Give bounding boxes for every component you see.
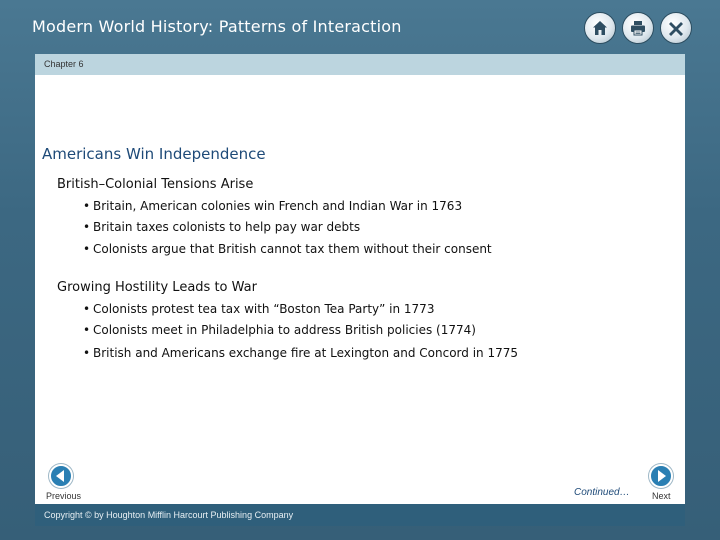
slide-heading: Americans Win Independence	[42, 145, 266, 163]
list-item-text: Britain taxes colonists to help pay war debts	[93, 220, 361, 234]
list-item-text: Colonists meet in Philadelphia to address British policies (1774)	[93, 323, 476, 337]
home-button[interactable]	[584, 12, 616, 44]
list-item: • Britain taxes colonists to help pay war debts	[83, 220, 361, 234]
list-item: • Colonists meet in Philadelphia to address British policies (1774)	[83, 323, 476, 337]
list-item: • Colonists argue that British cannot tax them without their consent	[83, 242, 492, 256]
previous-label[interactable]: Previous	[46, 491, 82, 501]
list-item-text: Colonists protest tea tax with “Boston Tea Party” in 1773	[93, 302, 435, 316]
list-item: • Britain, American colonies win French and Indian War in 1763	[83, 199, 463, 213]
print-icon	[629, 19, 647, 37]
footer-bar	[35, 504, 685, 526]
next-label[interactable]: Next	[652, 491, 671, 501]
close-button[interactable]	[660, 12, 692, 44]
close-icon	[667, 19, 685, 37]
list-item: • Colonists protest tea tax with “Boston Tea Party” in 1773	[83, 302, 435, 316]
section-title: Growing Hostility Leads to War	[57, 280, 257, 295]
copyright-text: Copyright © by Houghton Mifflin Harcourt Publishing Company	[44, 510, 294, 520]
home-icon	[591, 19, 609, 37]
chapter-label: Chapter 6	[44, 59, 84, 69]
section-title: British–Colonial Tensions Arise	[57, 177, 254, 192]
chapter-bar	[35, 54, 685, 75]
previous-button[interactable]	[49, 464, 73, 488]
list-item-text: British and Americans exchange fire at Lexington and Concord in 1775	[93, 346, 518, 360]
list-item-text: Colonists argue that British cannot tax them without their consent	[93, 242, 492, 256]
app-title: Modern World History: Patterns of Interaction	[32, 17, 402, 36]
next-button[interactable]	[649, 464, 673, 488]
arrow-left-icon	[51, 466, 71, 486]
arrow-right-icon	[651, 466, 671, 486]
list-item: • British and Americans exchange fire at Lexington and Concord in 1775	[83, 346, 518, 360]
header-toolbar	[584, 12, 692, 44]
slide-content	[35, 75, 685, 504]
print-button[interactable]	[622, 12, 654, 44]
continued-label: Continued…	[574, 487, 630, 498]
list-item-text: Britain, American colonies win French and Indian War in 1763	[93, 199, 463, 213]
